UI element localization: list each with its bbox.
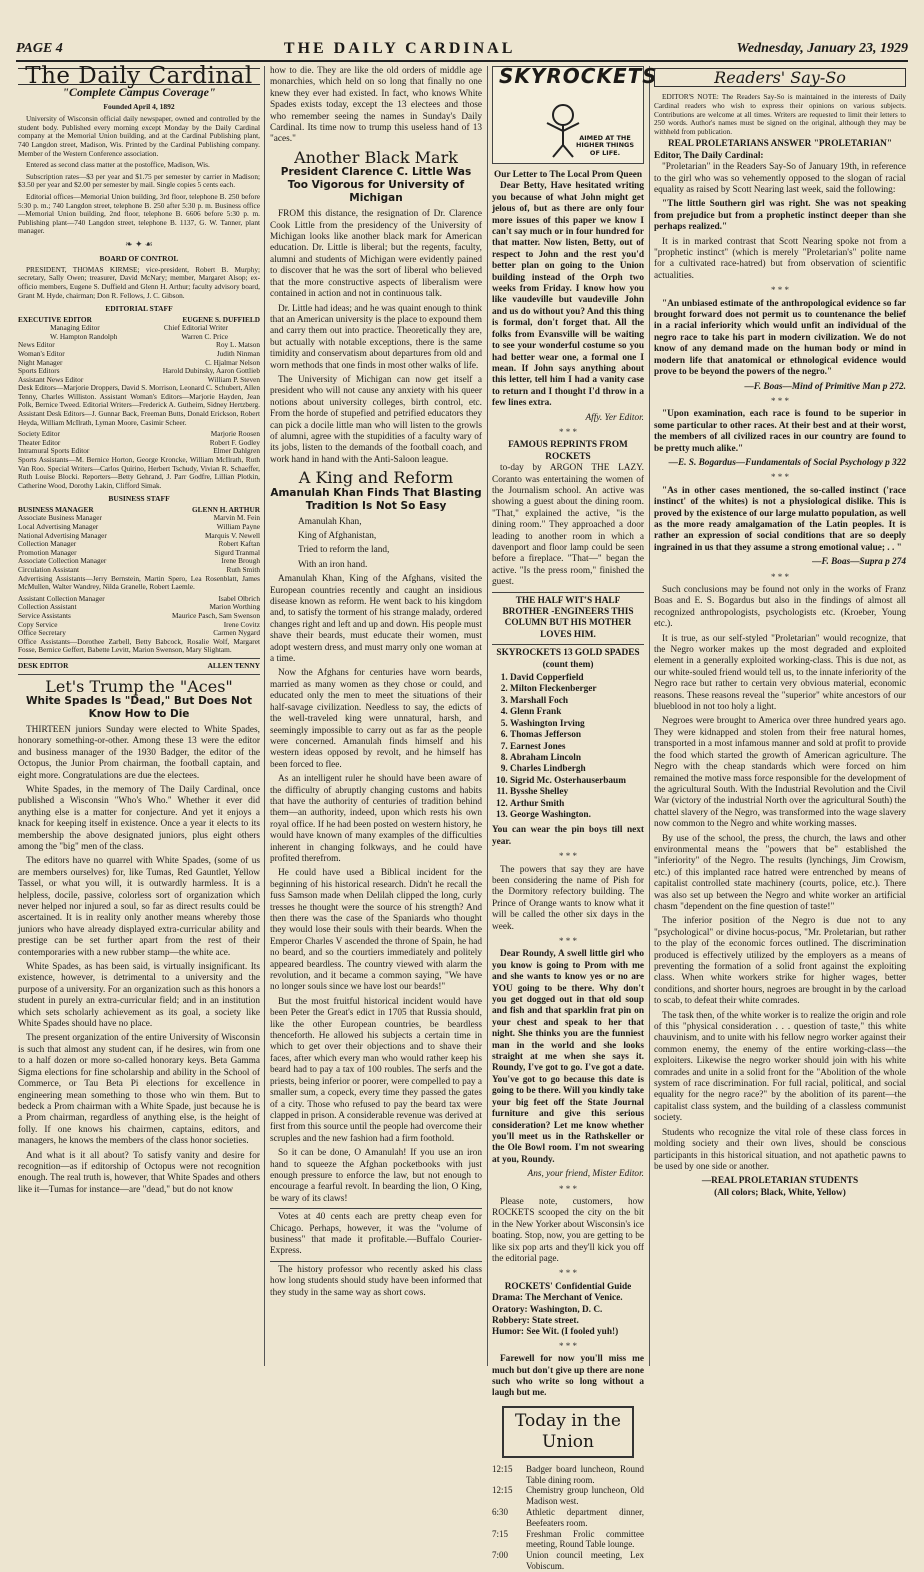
letter-paragraph: The task then, of the white worker is to realize the origin and role of this "physical consideration . . . question of taste," this white chauvinism, and to unite with his fellow negro worker against their common enemy, the enemy of the entire working-class—the exploiters. Likewise the negro worker should join with his white comrades and unite in a solid front for the "Abolition of the whole system of race discrimination. For full racial, political, and social equality for the negro race?" by the abolition of its parent—the capitalist class system, and the building of a classless communist society. (654, 1010, 906, 1124)
list-item: 10. Sigrid Mc. Osterhauserbaum (510, 776, 644, 787)
staff-name: Robert Kaftan (218, 539, 260, 549)
subscription-rates: Subscription rates—$3 per year and $1.75 per semester by carrier in Madison; $3.50 per year and $2.00 per semester by mail. Single copies 5 cents each. (18, 171, 260, 190)
staff-name: William P. Steven (207, 374, 260, 384)
list-item: 5. Washington Irving (510, 719, 644, 730)
signature: Ans, your friend, Mister Editor. (527, 1169, 644, 1180)
staff-title: Service Assistants (18, 610, 71, 620)
staff-name: Isabel Olbrich (218, 593, 260, 603)
staff-title: Associate Collection Manager (18, 556, 107, 566)
quote-source: —F. Boas—Mind of Primitive Man p 272. (744, 381, 906, 392)
column-item: Dear Roundy, A swell little girl who you know is going to Prom with me and she wants to know yes or no are YOU going to be there. Why don't you get dogged out in that old soup and fish and that sparklin frat pin on your chest and speak to her that night. She thinks you are the funniest man in the world and she looks straight at me when she says it. Roundy, I've got to go. I've got a date. You've got to go because this date is going to be there. Will you kindly take your big feet off the State Journal furniture and give this serious consideration? Let me know whether you'll meet us in the Rathskeller or the Ole Bowl room. I'm not swearing at you, Roundy. (492, 949, 644, 1165)
article-paragraph: And what is it all about? To satisfy vanity and desire for recognition—as if editorship of Octopus were not recognition enough. The real truth is, however, that White Spades and others like it—Tumas for instance—are "dead," but do not know (18, 1150, 260, 1195)
masthead-rule (16, 60, 908, 62)
letter-quote: "Upon examination, each race is found to be superior in some particular to other races. At their best and at their worst, the members of all civilized races in our country are found to be pretty much alike." (654, 409, 906, 454)
guide-item: Humor: See Wit. (I fooled yuh!) (492, 1327, 619, 1338)
editorial-deck: Amanulah Khan Finds That Blasting Tradition Is Not So Easy (270, 486, 482, 512)
office-info: Editorial offices—Memorial Union building, 3rd floor, telephone B. 250 before 5:30 p. m.; 740 Langdon street, telephone B. 250 after 5:30 p. m. Business office—Memorial Union building, 2nd floor, telephone B. 6606 before 5:30 p. m. Publishing plant—740 Langdon street, telephone B. 1137, G. W. Tanner, plant manager. (18, 191, 260, 236)
article-paragraph: The University of Michigan can now get itself a president who will not cause any anxiety with his queer notions about university colleges, birth control, etc. From the horde of stupefied and petrified educators they can pick a docile little man who will listen to the growls of alumni, agree with the stupidities of a faculty wary of its jobs, listen to the demands of the football coach, and work hand in hand with the Anti-Saloon league. (270, 374, 482, 465)
article-paragraph: Dr. Little had ideas; and he was quaint enough to think that an American university is the place to expound them and carry them out into practice. Theoretically they are, but actually with notable exceptions, there is the same timidity and conservatism about departures from old and worn methods that one finds in most other walks of life. (270, 303, 482, 371)
gold-spades-list (510, 673, 644, 821)
executive-editor-name: EUGENE S. DUFFIELD (182, 314, 260, 324)
article-paragraph: Amanulah Khan, King of the Afghans, visited the European countries recently and caught an insidious disease known as reform. He went back to his kingdom and, to satisfy the torment of his strange malady, ordered changes right and left and up and down. His people must shave their beards, must educate their women, must adopt western dress, and must marry only one woman at a time. (270, 574, 482, 665)
nameplate-title: The Daily Cardinal (18, 68, 260, 85)
staff-title: Theater Editor (18, 437, 61, 447)
staff-name: Warren C. Price (181, 331, 228, 341)
schedule-row (492, 1507, 644, 1529)
schedule-event: Freshman Frolic committee meeting, Round Table lounge. (526, 1528, 644, 1550)
article-paragraph: The editors have no quarrel with White Spades, (some of us are members ourselves) for, like Tumas, Red Gauntlet, Yellow Tassel, or what you will, it is outwardly harmless. It is a helpless, docile, passive, colorless sort of organization which never helped nor injured a soul, so far as direct results could be ascertained. It is in reality only another means whereby those juniors who have already displayed extra-curricular ability and prestige can be set further apart from the rest of their contemporaries with a new rubber stamp—the white ace. (18, 856, 260, 958)
staff-title: Office Secretary (18, 628, 66, 638)
article-paragraph: White Spades, in the memory of The Daily Cardinal, once published a Wisconsin "Who's Who." Whether it ever did anything else is a matter for conjecture. And yet it enjoys a knack for keeping itself in existence. Once a year it elects to its membership the above designated juniors, plus eight others among the "big" men of the class. (18, 784, 260, 852)
staff-name: Ruth Smith (226, 564, 260, 574)
staff-name: Sigurd Tranmal (214, 547, 260, 557)
article-paragraph: Votes at 40 cents each are pretty cheap even for Chicago. Perhaps, however, it was the "volume of business" that made it profitable.—Buffalo Courier-Express. (270, 1212, 482, 1257)
entered-notice: Entered as second class matter at the postoffice, Madison, Wis. (26, 160, 210, 170)
staff-name: Irene Brough (221, 556, 260, 566)
editorial-headline: Another Black Mark (294, 147, 458, 167)
staff-title: National Advertising Manager (18, 530, 107, 540)
skyrockets-title: SKYROCKETS (499, 64, 658, 88)
staff-name: Roy L. Matson (216, 340, 260, 350)
poem-line: King of Afghanistan, (298, 531, 377, 541)
asterisk-divider: * * * (771, 285, 789, 296)
staff-title: Copy Service (18, 619, 58, 629)
letter-heading: REAL PROLETARIANS ANSWER "PROLETARIAN" (667, 139, 893, 150)
staff-name: Marjorie Roosen (210, 429, 260, 439)
staff-name: Marvin M. Fein (213, 513, 260, 523)
editors-note: EDITOR'S NOTE: The Readers Say-So is maintained in the interests of Daily Cardinal readers who wish to express their opinions on various subjects. Contributions are welcome at all times. Writers are requested to limit their letters to 250 words. Author's names must be signed on the original, although they may be withheld from publication. (654, 92, 906, 136)
article-paragraph: FROM this distance, the resignation of Dr. Clarence Cook Little from the presidency of the University of Michigan looks like another black mark for American education. Dr. Little is liberal; but the regents, faculty, alumni and students of Michigan were evidently pained to discover that he was the sort of liberal who believed that the more constructive aspects of liberalism were contained in action and not in continuous talk. (270, 209, 482, 300)
column-item: You can wear the pin boys till next year. (492, 825, 644, 847)
staff-name: Marquis V. Newell (204, 530, 260, 540)
guide-item: Oratory: Washington, D. C. (492, 1304, 603, 1315)
executive-editor-label: EXECUTIVE EDITOR (18, 314, 92, 324)
editorial-headline: A King and Reform (298, 468, 454, 488)
schedule-event: Chemistry group luncheon, Old Madison west. (526, 1485, 644, 1507)
list-item: 3. Marshall Foch (510, 696, 644, 707)
editorial-staff-heading: EDITORIAL STAFF (105, 304, 173, 314)
list-item: 9. Charles Lindbergh (510, 764, 644, 775)
founded-line: Founded April 4, 1892 (103, 101, 175, 111)
poem-line: Tried to reform the land, (298, 545, 390, 556)
issue-date: Wednesday, January 23, 1929 (736, 41, 908, 56)
poem-line: With an iron hand. (298, 559, 368, 570)
quote-source: —E. S. Bogardus—Fundamentals of Social Psychology p 322 (668, 457, 906, 468)
staff-title: Society Editor (18, 429, 60, 439)
letter-paragraph: The inferior position of the Negro is due not to any "psychological" or divine hocus-pocus, "Mr. Proletarian, but rather to the play of the economic forces outlined. The discrimination produced is effectively utilized by the employers as a means of preventing the formation of a solid front against the exploiting class. When white workers strike for higher wages, better conditions, and shorter hours, negroes are brought in by the carload to scab, to defeat their white comrades. (654, 916, 906, 1007)
staff-name: Carmen Nygard (213, 628, 260, 638)
article-paragraph: He could have used a Biblical incident for the beginning of his historical research. Didn't he recall the fuss Samson made when Delilah clipped the long, curly tresses he thought were the source of his strength? And then there was the case of the Spaniards who thought they would lose their souls with their beards. When the Emperor Charles V ascended the throne of Spain, he had no beard, and so the courtiers immediately and politely appeared beardless. The country viewed with alarm the revolution, and it became a common saying, "We have no longer souls since we have lost our beards!" (270, 868, 482, 993)
list-item: 4. Glenn Frank (510, 707, 644, 718)
letter-paragraph: By use of the school, the press, the church, the laws and other environmental means the "powers that be" established the "inferiority" of the Negro. The results (lynchings, Jim Crowism, etc.) of this implanted race hatred were entrenched by means of capitalist controlled state machinery (courts, police, etc.). There was also set up between the Negro and white worker an artificial chasm "dependent on the fine question of taste!" (654, 833, 906, 912)
article-paragraph: White Spades, as has been said, is virtually insignificant. Its existence, however, is detrimental to a university and the purpose of a university. For an organization such as this honors a student in purely an extra-curricular field; and in an institution which sets scholarly achievement as its goal, a society like White Spades should have no place. (18, 962, 260, 1030)
article-paragraph: The history professor who recently asked his class how long students should study have been informed that they study in the same way as short cows. (270, 1264, 482, 1298)
staff-title: Woman's Editor (18, 348, 65, 358)
staff-name: Elmer Dahlgren (213, 446, 260, 456)
readers-say-so-heading: Readers' Say-So (654, 68, 906, 87)
board-heading: BOARD OF CONTROL (99, 254, 179, 264)
schedule-row (492, 1464, 644, 1486)
article-paragraph: But the most fruitful historical incident would have been Peter the Great's edict in 1705 that Russia should, like the other European countries, be beardless thenceforth. He allowed his subjects a certain time in which to get over their objections and to shave their faces, after which every man who would rather keep his beard had to pay a tax of 100 roubles. The serfs and the priests, being inferior or poorer, were compelled to pay a smaller sum, a copeck, every time they passed the gates of a city. Those who refused to pay the beard tax were clapped in prison. A considerable revenue was derived at first from this source until the people had overcome their scruples and the new fashion had a firm foothold. (270, 996, 482, 1144)
column-item: Dear Betty, Have hesitated writing you because of what John might get jelous of, but as there are only four more issues of this paper we know I can't say much or in four hundred for that matter. Now listen, Betty, out of respect to John and the rest you'd better plan on going to the Union building instead of the Orph two weeks from Friday. I know how you like vaudeville but vaudeville John and us do without you? And this thing is formal, don't forget that. All the folks from Evansville will be waiting to see your wonderful costume so you had better wear one, a formal one I mean. If John says anything about this letter, tell him I had a vanity case to return and I thought I'd throw in a few lines extra. (492, 181, 644, 409)
schedule-event: Badger board luncheon, Round Table dining room. (526, 1463, 644, 1485)
staff-title: Sports Editors (18, 366, 60, 376)
staff-name: William Payne (216, 522, 260, 531)
letter-quote: "An unbiased estimate of the anthropological evidence so far brought forward does not permit us to countenance the belief in a racial inferiority which would unfit an individual of the negro race to take his part in modern civilization. We do not know of any demand made on the human body or mind in modern life that anatomical or ethnological evidence would prove to be beyond the powers of the negro." (654, 298, 906, 378)
staff-name: Robert F. Godley (209, 437, 260, 447)
quote-source: —F. Boas—Supra p 274 (812, 557, 906, 568)
editorial-deck: White Spades Is "Dead," But Does Not Know How to Die (25, 694, 253, 720)
column-3 (492, 64, 658, 1572)
divider (492, 592, 644, 593)
today-in-union-box: Today in the Union (502, 1406, 634, 1458)
masthead (16, 40, 908, 58)
staff-title: Intramural Sports Editor (18, 446, 90, 456)
column-heading: THE HALF WIT'S HALF BROTHER -ENGINEERS THIS COLUMN BUT HIS MOTHER LOVES HIM. (502, 595, 634, 640)
column-4 (654, 66, 906, 1366)
guide-item: Robbery: State street. (492, 1316, 579, 1326)
column-item: The powers that say they are have been considering the name of Pish for the Dormitory refectory building. The Prince of Orange wants to know what it will be called the other six days in the week. (492, 864, 644, 932)
paper-name: THE DAILY CARDINAL (283, 40, 516, 57)
schedule-event: Athletic department dinner, Beefeaters room. (526, 1507, 644, 1528)
letter-signature-note: (All colors; Black, White, Yellow) (714, 1187, 846, 1198)
letter-salutation: Editor, The Daily Cardinal: (654, 150, 764, 161)
schedule-row (492, 1529, 644, 1551)
schedule-time: 7:00 (492, 1550, 509, 1561)
letter-paragraph: Students who recognize the vital role of these class forces in molding society and their own lives, should be conscious participants in this historical situation, and not apathetic pawns to be used by one side or another. (654, 1127, 906, 1172)
list-item: 6. Thomas Jefferson (510, 730, 644, 741)
asterisk-divider: * * * (559, 1340, 577, 1351)
staff-title: Collection Manager (18, 539, 77, 549)
asterisk-divider: * * * (559, 426, 577, 437)
staff-name: Harold Dubinsky, Aaron Gottlieb (162, 366, 260, 376)
business-manager-name: GLENN H. ARTHUR (191, 504, 260, 514)
staff-list: Desk Editors—Marjorie Droppers, David S. Morrison, Leonard C. Schubert, Allen Tenny, Charles Williston. Assistant Woman's Editors—Marjorie Hayden, Jean Polk, Bernice Tweed. Editorial Writers—Frederick A. Gutheim, Sidney Hertzberg. Assistant Desk Editors—J. Gunnar Back, Freeman Butts, Donald Erickson, Robert Heyda, William McIlrath, Lyman Moore, Casimir Scheer. (18, 383, 260, 427)
column-divider (649, 66, 650, 1366)
poem-line: Amanulah Khan, (298, 516, 362, 527)
article-paragraph: The present organization of the entire University of Wisconsin is such that almost any student can, if he desires, win from one to a half dozen or more so-called honorary keys. Beta Gamma Sigma elections for fine scholarship and ability in the School of Commerce, or Tau Beta Pi elections for excellence in engineering mean something to those who win them. But to bedeck a Prom chairman with a White Spade, just because he is a Prom chairman, regardless of anything else, is the height of folly. If one knows his chairmen, captains, editors, and managers, he knows the members of the class honor societies. (18, 1033, 260, 1147)
board-members: PRESIDENT, THOMAS KIRMSE; vice-president, Robert B. Murphy; secretary, Sally Owen; treasurer, David McNary; member, Margaret Alsop; ex-officio members, Eugene S. Duffield and Glenn H. Arthur; faculty advisory board, Grant M. Hyde, chairman; Don R. Fellows, J. C. Gibson. (18, 264, 260, 300)
staff-title: Collection Assistant (18, 602, 77, 612)
staff-title: Chief Editorial Writer (163, 323, 228, 333)
ornament-divider: ❧ ✦ ☙ (125, 238, 153, 249)
staff-name: Judith Ninman (216, 348, 260, 358)
staff-title: Assistant News Editor (18, 374, 84, 384)
business-manager-label: BUSINESS MANAGER (18, 504, 94, 514)
schedule-event: Union council meeting, Lex Vobiscum. (526, 1550, 644, 1572)
divider (270, 1261, 482, 1262)
article-paragraph: As an intelligent ruler he should have been aware of the difficulty of abruptly changing customs and habits that have the authority of centuries of tradition behind them—an authority, indeed, upon which rests his own royal office. If he had been posted on western history, he would have known of many examples of the difficulties inherent in changing folkways, and he could have profited therefrom. (270, 774, 482, 864)
column-item: to-day by ARGON THE LAZY. Coranto was entertaining the women of the Journalism school. An active was showing a guest about the dining room. "That," explained the active, "is the dining room." They approached a door leading to another room in which a davenport and floor lamp could be seen before a fireplace. "That—" began the active. "Is the press room," finished the guest. (492, 463, 644, 588)
schedule-time: 6:30 (492, 1507, 509, 1518)
schedule-row (492, 1485, 644, 1507)
schedule-time: 7:15 (492, 1528, 509, 1539)
article-paragraph: So it can be done, O Amanulah! If you use an iron hand to squeeze the Afghan pocketbooks with just enough pressure to enforce the law, but not enough to encourage a fearful revolt. In bearding the lion, O King, be wary of its claws! (270, 1148, 482, 1204)
list-item: 11. Bysshe Shelley (510, 787, 644, 798)
column-item: Farewell for now you'll miss me much but don't give up there are none such who write so long without a laugh but me. (492, 1354, 644, 1399)
staff-name: Irene Covitz (223, 619, 260, 629)
list-item: 13. George Washington. (510, 810, 644, 821)
column-1 (18, 63, 260, 1366)
column-item: Please note, customers, how ROCKETS scooped the city on the bit in the New Yorker about Wisconsin's ice boating. Stop, now, you are getting to be like six pop arts and they'll kick you off the editorial page. (492, 1196, 644, 1264)
column-heading: FAMOUS REPRINTS FROM ROCKETS (508, 440, 628, 462)
column-heading: SKYROCKETS 13 GOLD SPADES (496, 648, 640, 659)
desk-editor-label: DESK EDITOR (18, 660, 69, 670)
divider (18, 674, 260, 675)
guide-item: Drama: The Merchant of Venice. (492, 1293, 623, 1304)
staff-title: Circulation Assistant (18, 564, 80, 574)
column-heading: ROCKETS' Confidential Guide (504, 1281, 632, 1292)
staff-name: Maurice Pasch, Sam Swenson (172, 610, 260, 620)
asterisk-divider: * * * (559, 936, 577, 946)
schedule-time: 12:15 (492, 1463, 513, 1474)
skyrockets-caption: AIMED AT THE HIGHER THINGS OF LIFE. (575, 133, 635, 157)
skyrockets-cartoon (492, 64, 658, 164)
asterisk-divider: * * * (559, 851, 577, 862)
staff-title: News Editor (18, 340, 55, 350)
divider (18, 658, 260, 659)
column-heading: Our Letter to The Local Prom Queen (493, 170, 643, 180)
asterisk-divider: * * * (771, 571, 789, 582)
schedule-row (492, 1550, 644, 1572)
article-paragraph: Now the Afghans for centuries have worn beards, married as many women as they chose or could, and educated only the men to meet the situations of their half-savage civilization. Needless to say, the edicts of the well-traveled king were unnatural, harsh, and seemingly impossible to carry out as far as the people were concerned. Amanulah finds himself and his western ideas opposed by revolt, and he himself has been forced to flee. (270, 668, 482, 770)
column-subheading: (count them) (542, 659, 594, 670)
asterisk-divider: * * * (771, 395, 789, 406)
letter-quote: "As in other cases mentioned, the so-called instinct ('race instinct' of the whites) is not a physiological dislike. This is proved by the existence of our large mulatto population, as well as the more ready amalgamation of the Latin peoples. It is rather an expression of social conditions that are so deeply ingrained in us that they assume a strong emotional value; . . " (654, 485, 906, 553)
nameplate-slogan: "Complete Campus Coverage" (62, 85, 216, 100)
staff-list: Sports Assistants—M. Bernice Horton, George Kroncke, William McIlrath, Ruth Van Roo. Special Writers—Carlos Quirino, Herbert Tschudy, Vivian R. Schaeffer, Ruth Louise Blocki. Reporters—Betty Gehrand, J. Parr Godfre, Lillian Plotkin, Catherine Wood, Dorothy Lakin, Clifford Simak. (18, 455, 260, 490)
asterisk-divider: * * * (559, 1183, 577, 1194)
staff-name: C. Hjalmar Nelson (205, 357, 260, 367)
staff-list: Office Assistants—Dorothee Zarbell, Betty Babcock, Rosalie Wolf, Margaret Fosse, Bernice Geffert, Babette Levitt, Marion Swenson, Mary Slightam. (18, 636, 260, 655)
list-item: 2. Milton Fleckenberger (510, 684, 644, 695)
list-item: 8. Abraham Lincoln (510, 753, 644, 764)
staff-title: Assistant Collection Manager (18, 593, 105, 603)
signature: Affy. Yer Editor. (585, 412, 644, 423)
column-2 (270, 66, 482, 1366)
letter-signature: —REAL PROLETARIAN STUDENTS (701, 1176, 859, 1187)
list-item: 12. Arthur Smith (510, 799, 644, 810)
page-number: PAGE 4 (16, 41, 63, 56)
staff-title: Associate Business Manager (18, 513, 102, 523)
article-paragraph: THIRTEEN juniors Sunday were elected to White Spades, honorary something-or-other. Among these 13 were the editor and business manager of the 1930 Badger, the editor of the Octopus, the Junior Prom chairman, the football captain, and eight more. Congratulations are due the electees. (18, 724, 260, 781)
staff-title: Local Advertising Manager (18, 522, 99, 531)
staff-name: Marion Worthing (209, 602, 260, 612)
desk-editor-name: ALLEN TENNY (207, 660, 260, 670)
column-divider (264, 66, 265, 1366)
letter-paragraph: Negroes were brought to America over three hundred years ago. They were kidnapped and stolen from their free natural homes, transported in a most infamous manner and sold at profit to provide the food which started the growth of American agriculture. The Negro with the cheap standards which were forced on him remained the motive mass force responsible for the development of the agricultural South. With the Industrial Revolution and the Civil War (victory of the industrial North over the agricultural South) the chattel slavery of the Negro, was transformed into the wage slavery now common to the Negro and white working masses. (654, 716, 906, 830)
article-paragraph: how to die. They are like the old orders of middle age monarchies, which held on so long that finally no one knew they ever had existed. In fact, who knows White Spades exists today, except the 13 electees and those who remember seeing the names in Sunday's Daily Cardinal. Its time now to trump this useless hand of 13 "aces." (270, 66, 482, 145)
schedule-time: 12:15 (492, 1485, 513, 1496)
staff-list: Advertising Assistants—Jerry Bernstein, Martin Spero, Lea Rosenblatt, James McMullen, Walter Wandrey, Nilda Granelle, Robert Laemle. (18, 573, 260, 592)
list-item: 7. Earnest Jones (510, 742, 644, 753)
desk-editor-row (18, 662, 260, 671)
column-divider (487, 66, 488, 1366)
divider (492, 644, 644, 645)
editorial-deck: President Clarence C. Little Was Too Vigorous for University of Michigan (280, 166, 472, 205)
publisher-info: University of Wisconsin official daily newspaper, owned and controlled by the student body. Published every morning except Monday by the Daily Cardinal company at the Memorial Union building, and at the Cardinal Publishing plant, 740 Langdon street, Madison, Wis. Printed by the Cardinal Publishing company. Member of the Western Conference association. (18, 114, 260, 158)
divider (270, 1208, 482, 1209)
staff-title: Night Manager (18, 357, 63, 367)
letter-quote: "The little Southern girl was right. She was not speaking from prejudice but from a prophetic instinct deeper than she perhaps realized." (654, 199, 906, 233)
letter-paragraph: "Proletarian" in the Readers Say-So of January 19th, in reference to the girl who was so vehemently opposed to the slogan of racial equality as raised by Scott Nearing last week, said the following: (654, 162, 906, 195)
asterisk-divider: * * * (559, 1268, 577, 1279)
letter-paragraph: It is true, as our self-styled "Proletarian" would recognize, that the Negro worker makes up the most degraded and exploited element in a generally exploited working-class. This is due not, as our white-souled friend would tell us, to the innate inferiority of the Negro race but rather to certain very obvious material, economic reasons. These reasons reveal the "superior" white ancestors of our blueblood in not too holy a light. (654, 633, 906, 713)
letter-paragraph: It is in marked contrast that Scott Nearing spoke not from a "prophetic instinct" (which is merely "Proletarian's" polite name for a cultivated race-hatred) but from observation of scientific actualities. (654, 236, 906, 281)
letter-paragraph: Such conclusions may be found not only in the works of Franz Boas and E. S. Bogardus but also in the findings of almost all recognized anthropologists, psychologists etc. (Kroeber, Young etc.). (654, 585, 906, 630)
list-item: 1. David Copperfield (510, 673, 644, 684)
asterisk-divider: * * * (771, 472, 789, 483)
staff-name: W. Hampton Randolph (50, 331, 118, 341)
staff-title: Managing Editor (50, 323, 100, 333)
staff-title: Promotion Manager (18, 547, 77, 557)
editorial-headline: Let's Trump the "Aces" (45, 676, 233, 696)
business-staff-heading: BUSINESS STAFF (108, 494, 170, 504)
